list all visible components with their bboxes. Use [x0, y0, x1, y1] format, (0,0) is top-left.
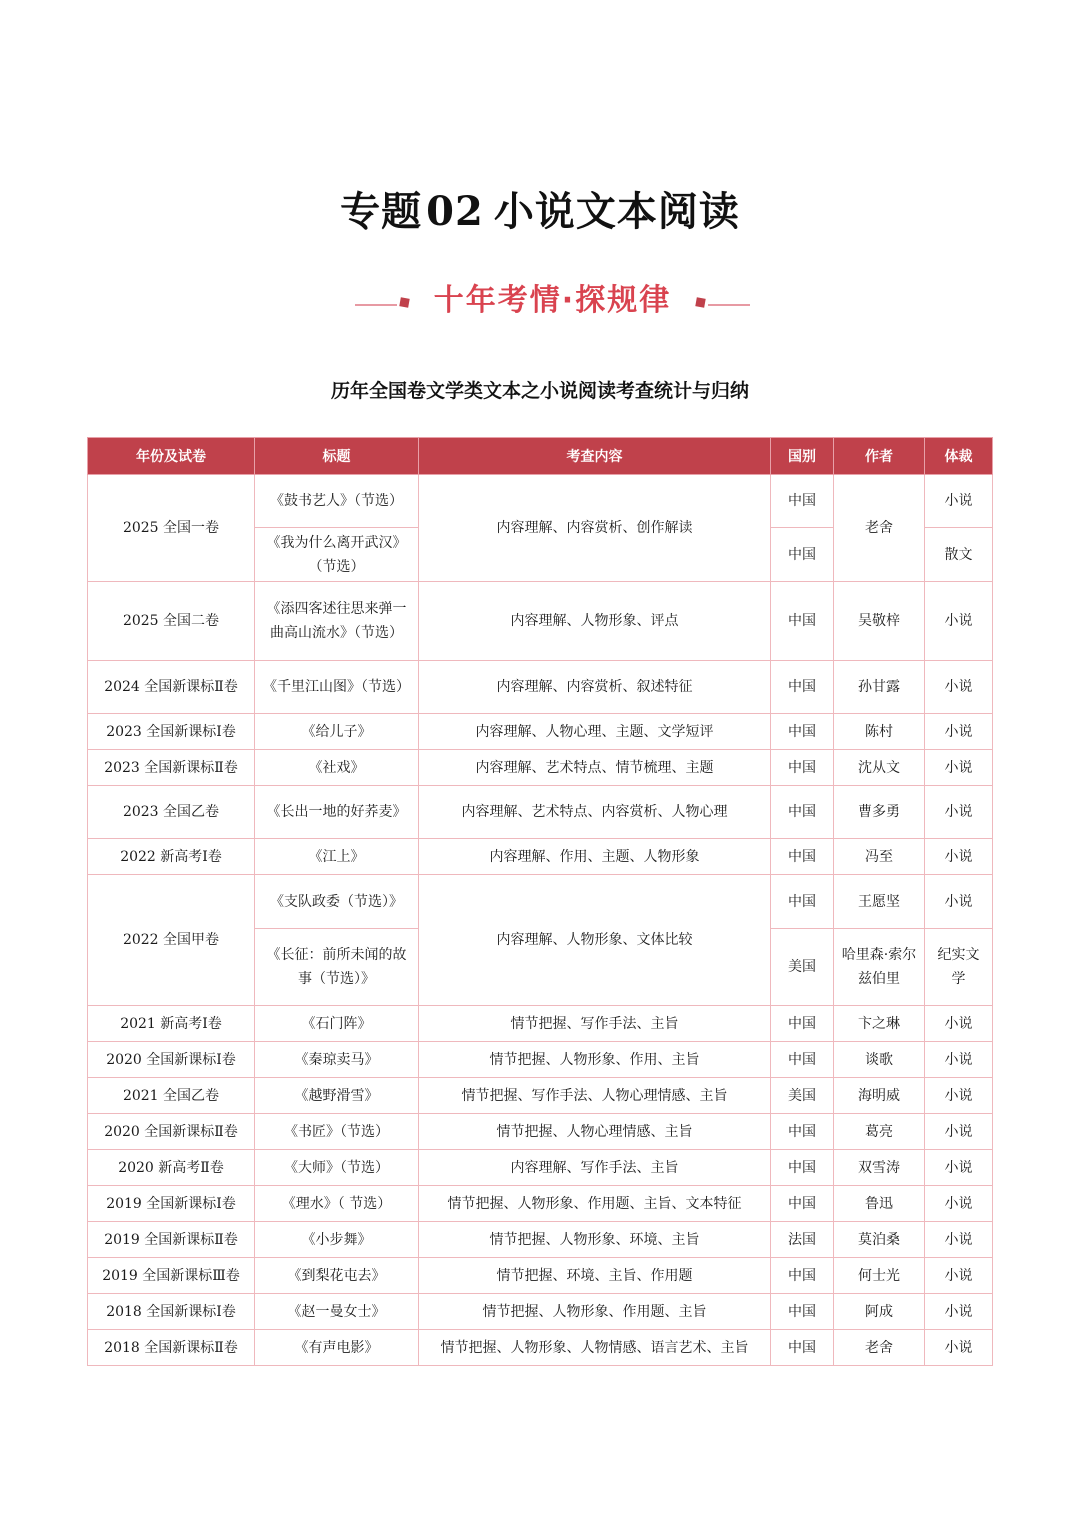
exam-cell: 2022 全国甲卷 — [88, 875, 255, 1006]
title-cell: 《越野滑雪》 — [255, 1078, 419, 1114]
author-cell: 沈从文 — [834, 750, 925, 786]
exam-cell: 2024 全国新课标Ⅱ卷 — [88, 661, 255, 714]
exam-cell: 2021 新高考Ⅰ卷 — [88, 1006, 255, 1042]
genre-cell: 散文 — [925, 528, 993, 582]
country-cell: 中国 — [771, 582, 834, 661]
author-cell: 何士光 — [834, 1258, 925, 1294]
title-cell: 《支队政委（节选）》 — [255, 875, 419, 929]
table-row — [88, 1330, 993, 1366]
table-row — [88, 786, 993, 839]
country-cell: 美国 — [771, 929, 834, 1006]
country-cell: 中国 — [771, 1186, 834, 1222]
table-row — [88, 1258, 993, 1294]
header-title: 标题 — [255, 438, 419, 475]
genre-cell: 小说 — [925, 1078, 993, 1114]
banner-square-right — [695, 297, 705, 307]
exam-cell: 2020 新高考Ⅱ卷 — [88, 1150, 255, 1186]
content-cell: 内容理解、人物心理、主题、文学短评 — [419, 714, 771, 750]
content-cell: 内容理解、人物形象、文体比较 — [419, 875, 771, 1006]
title-cell: 《秦琼卖马》 — [255, 1042, 419, 1078]
table-subtitle: 历年全国卷文学类文本之小说阅读考查统计与归纳 — [330, 380, 749, 402]
content-cell: 情节把握、人物形象、作用、主旨 — [419, 1042, 771, 1078]
exam-cell: 2023 全国新课标Ⅰ卷 — [88, 714, 255, 750]
content-cell: 内容理解、艺术特点、内容赏析、人物心理 — [419, 786, 771, 839]
table-row — [88, 582, 993, 661]
genre-cell: 小说 — [925, 1006, 993, 1042]
author-cell: 海明威 — [834, 1078, 925, 1114]
exam-cell: 2018 全国新课标Ⅰ卷 — [88, 1294, 255, 1330]
title-cell: 《石门阵》 — [255, 1006, 419, 1042]
content-cell: 情节把握、人物形象、作用题、主旨 — [419, 1294, 771, 1330]
title-prefix: 专题 — [340, 189, 423, 235]
table-row — [88, 875, 993, 929]
table-row — [88, 1078, 993, 1114]
title-cell: 《赵一曼女士》 — [255, 1294, 419, 1330]
genre-cell: 小说 — [925, 661, 993, 714]
header-country: 国别 — [771, 438, 834, 475]
table-row — [88, 750, 993, 786]
exam-cell: 2023 全国新课标Ⅱ卷 — [88, 750, 255, 786]
title-cell: 《千里江山图》（节选） — [255, 661, 419, 714]
genre-cell: 小说 — [925, 1114, 993, 1150]
title-cell: 《小步舞》 — [255, 1222, 419, 1258]
country-cell: 中国 — [771, 1294, 834, 1330]
table-row — [88, 1186, 993, 1222]
table-row — [88, 1042, 993, 1078]
exam-statistics-table — [87, 437, 993, 1366]
content-cell: 情节把握、人物形象、环境、主旨 — [419, 1222, 771, 1258]
title-cell: 《添四客述往思来弹一曲高山流水》（节选） — [255, 582, 419, 661]
content-cell: 内容理解、写作手法、主旨 — [419, 1150, 771, 1186]
header-genre: 体裁 — [925, 438, 993, 475]
author-cell: 吴敬梓 — [834, 582, 925, 661]
country-cell: 中国 — [771, 714, 834, 750]
country-cell: 中国 — [771, 1114, 834, 1150]
genre-cell: 小说 — [925, 750, 993, 786]
author-cell: 老舍 — [834, 475, 925, 582]
author-cell: 谈歌 — [834, 1042, 925, 1078]
genre-cell: 小说 — [925, 1330, 993, 1366]
genre-cell: 小说 — [925, 1042, 993, 1078]
author-cell: 王愿坚 — [834, 875, 925, 929]
title-cell: 《有声电影》 — [255, 1330, 419, 1366]
country-cell: 中国 — [771, 750, 834, 786]
content-cell: 情节把握、写作手法、人物心理情感、主旨 — [419, 1078, 771, 1114]
title-cell: 《到梨花屯去》 — [255, 1258, 419, 1294]
exam-cell: 2025 全国二卷 — [88, 582, 255, 661]
author-cell: 双雪涛 — [834, 1150, 925, 1186]
author-cell: 陈村 — [834, 714, 925, 750]
content-cell: 内容理解、艺术特点、情节梳理、主题 — [419, 750, 771, 786]
banner-line-right — [708, 304, 750, 306]
genre-cell: 小说 — [925, 1222, 993, 1258]
genre-cell: 小说 — [925, 475, 993, 528]
country-cell: 中国 — [771, 1258, 834, 1294]
title-cell: 《社戏》 — [255, 750, 419, 786]
title-cell: 《大师》（节选） — [255, 1150, 419, 1186]
author-cell: 冯至 — [834, 839, 925, 875]
exam-cell: 2021 全国乙卷 — [88, 1078, 255, 1114]
country-cell: 中国 — [771, 475, 834, 528]
content-cell: 内容理解、人物形象、评点 — [419, 582, 771, 661]
banner-square-left — [399, 297, 409, 307]
country-cell: 中国 — [771, 1006, 834, 1042]
title-cell: 《鼓书艺人》（节选） — [255, 475, 419, 528]
country-cell: 中国 — [771, 1042, 834, 1078]
table-row — [88, 839, 993, 875]
author-cell: 鲁迅 — [834, 1186, 925, 1222]
banner-text: 十年考情·探规律 — [433, 283, 672, 318]
exam-cell: 2025 全国一卷 — [88, 475, 255, 582]
title-cell: 《江上》 — [255, 839, 419, 875]
genre-cell: 小说 — [925, 839, 993, 875]
table-row — [88, 475, 993, 528]
exam-cell: 2020 全国新课标Ⅱ卷 — [88, 1114, 255, 1150]
genre-cell: 小说 — [925, 786, 993, 839]
genre-cell: 小说 — [925, 1294, 993, 1330]
content-cell: 情节把握、环境、主旨、作用题 — [419, 1258, 771, 1294]
country-cell: 中国 — [771, 839, 834, 875]
title-cell: 《长征：前所未闻的故事（节选）》 — [255, 929, 419, 1006]
table-row — [88, 1222, 993, 1258]
content-cell: 情节把握、人物形象、人物情感、语言艺术、主旨 — [419, 1330, 771, 1366]
author-cell: 曹多勇 — [834, 786, 925, 839]
table-row — [88, 714, 993, 750]
country-cell: 中国 — [771, 528, 834, 582]
table-body — [88, 475, 993, 1366]
header-content: 考查内容 — [419, 438, 771, 475]
content-cell: 内容理解、内容赏析、叙述特征 — [419, 661, 771, 714]
country-cell: 美国 — [771, 1078, 834, 1114]
exam-cell: 2019 全国新课标Ⅰ卷 — [88, 1186, 255, 1222]
author-cell: 哈里森·索尔兹伯里 — [834, 929, 925, 1006]
country-cell: 中国 — [771, 1150, 834, 1186]
genre-cell: 小说 — [925, 1258, 993, 1294]
author-cell: 孙甘露 — [834, 661, 925, 714]
exam-cell: 2018 全国新课标Ⅱ卷 — [88, 1330, 255, 1366]
country-cell: 中国 — [771, 1330, 834, 1366]
country-cell: 中国 — [771, 875, 834, 929]
exam-cell: 2019 全国新课标Ⅲ卷 — [88, 1258, 255, 1294]
table-row — [88, 1294, 993, 1330]
title-cell: 《理水》（ 节选） — [255, 1186, 419, 1222]
genre-cell: 小说 — [925, 1186, 993, 1222]
title-cell: 《给儿子》 — [255, 714, 419, 750]
section-banner — [355, 275, 750, 319]
genre-cell: 小说 — [925, 714, 993, 750]
author-cell: 老舍 — [834, 1330, 925, 1366]
genre-cell: 小说 — [925, 875, 993, 929]
banner-line-left — [355, 304, 397, 306]
exam-cell: 2019 全国新课标Ⅱ卷 — [88, 1222, 255, 1258]
page-title — [0, 180, 1080, 237]
country-cell: 中国 — [771, 786, 834, 839]
table-row — [88, 1006, 993, 1042]
content-cell: 情节把握、人物形象、作用题、主旨、文本特征 — [419, 1186, 771, 1222]
title-main: 小说文本阅读 — [493, 189, 740, 235]
content-cell: 内容理解、作用、主题、人物形象 — [419, 839, 771, 875]
title-cell: 《我为什么离开武汉》（节选） — [255, 528, 419, 582]
title-number: 02 — [426, 188, 484, 235]
header-exam: 年份及试卷 — [88, 438, 255, 475]
table-row — [88, 661, 993, 714]
country-cell: 法国 — [771, 1222, 834, 1258]
content-cell: 情节把握、写作手法、主旨 — [419, 1006, 771, 1042]
genre-cell: 小说 — [925, 1150, 993, 1186]
author-cell: 莫泊桑 — [834, 1222, 925, 1258]
table-row — [88, 1114, 993, 1150]
genre-cell: 小说 — [925, 582, 993, 661]
exam-cell: 2020 全国新课标Ⅰ卷 — [88, 1042, 255, 1078]
table-row — [88, 1150, 993, 1186]
exam-cell: 2023 全国乙卷 — [88, 786, 255, 839]
exam-cell: 2022 新高考Ⅰ卷 — [88, 839, 255, 875]
content-cell: 内容理解、内容赏析、创作解读 — [419, 475, 771, 582]
author-cell: 卞之琳 — [834, 1006, 925, 1042]
title-cell: 《长出一地的好荞麦》 — [255, 786, 419, 839]
author-cell: 阿成 — [834, 1294, 925, 1330]
genre-cell: 纪实文学 — [925, 929, 993, 1006]
title-cell: 《书匠》（节选） — [255, 1114, 419, 1150]
author-cell: 葛亮 — [834, 1114, 925, 1150]
header-author: 作者 — [834, 438, 925, 475]
table-header-row — [88, 438, 993, 475]
country-cell: 中国 — [771, 661, 834, 714]
content-cell: 情节把握、人物心理情感、主旨 — [419, 1114, 771, 1150]
